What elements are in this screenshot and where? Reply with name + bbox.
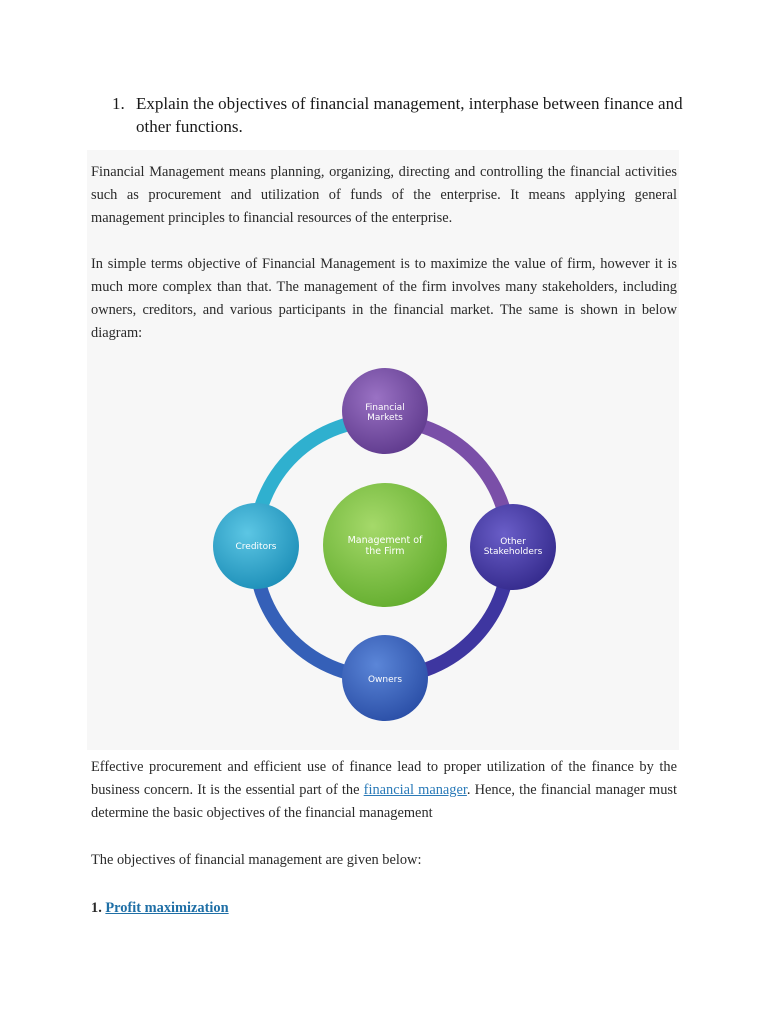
node-right-line1: Other — [500, 537, 526, 547]
node-other-stakeholders — [470, 504, 556, 590]
objective-number: 1. — [91, 900, 106, 916]
node-bottom-label: Owners — [367, 675, 403, 685]
node-owners — [342, 635, 428, 721]
objective-heading-1 — [91, 897, 677, 920]
paragraph-objectives-intro: The objectives of financial management are given below: — [91, 852, 422, 868]
paragraph-definition — [91, 161, 677, 230]
node-creditors — [213, 503, 299, 589]
node-center-line1: Management of — [347, 535, 423, 546]
paragraph-procurement — [91, 756, 677, 825]
node-top-line1: Financial — [365, 403, 405, 413]
node-top-line2: Markets — [367, 413, 403, 423]
node-center-line2: the Firm — [365, 546, 405, 557]
paragraph-procurement-text-2: . Hence, the financial manager must determine the basic objectives of the financial management — [91, 782, 677, 821]
stakeholder-diagram — [197, 365, 565, 731]
node-center — [323, 483, 447, 607]
paragraph-procurement-text-1: Effective procurement and efficient use of finance lead to proper utilization of the finance by the business concern. It is the essential part of the — [91, 759, 677, 798]
question-number: 1. — [112, 94, 125, 113]
node-right-line2: Stakeholders — [483, 547, 543, 557]
question-text: Explain the objectives of financial management, interphase between finance and other functions. — [136, 94, 683, 136]
term-financial-management: Financial Management — [91, 164, 225, 180]
node-left-label: Creditors — [235, 542, 277, 552]
financial-manager-link[interactable]: financial manager — [363, 782, 467, 798]
paragraph-objective: In simple terms objective of Financial Management is to maximize the value of firm, however it is much more complex than that. The management of the firm involves many stakeholders, including owners, creditors, and various participants in the financial market. The same is shown in below diagram: — [91, 256, 677, 341]
node-financial-markets — [342, 368, 428, 454]
paragraph-definition-text: means planning, organizing, directing and controlling the financial activities such as procurement and utilization of funds of the enterprise. It means applying general management principles to financial resources of the enterprise. — [91, 164, 677, 226]
profit-maximization-link[interactable]: Profit maximization — [105, 900, 229, 916]
